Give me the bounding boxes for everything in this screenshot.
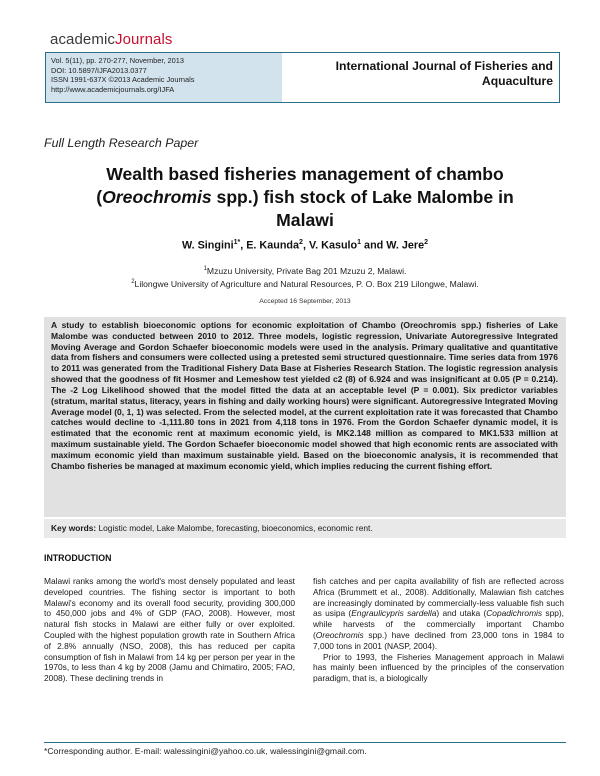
author-name: V. Kasulo	[308, 239, 358, 252]
keywords-label: Key words:	[51, 523, 97, 533]
author-name: W. Singini	[182, 239, 234, 252]
author-name: W. Jere	[386, 239, 425, 252]
issn-line: ISSN 1991-637X ©2013 Academic Journals	[51, 75, 195, 85]
paper-title: Wealth based fisheries management of chambo (Oreochromis spp.) fish stock of Lake Malombe in Malawi	[96, 164, 514, 230]
author-name: E. Kaunda	[246, 239, 300, 252]
body-column-left	[44, 576, 295, 684]
journal-name: International Journal of Fisheries and Aquaculture	[282, 53, 559, 102]
journal-logo: academicJournals	[50, 31, 173, 48]
section-heading-introduction: INTRODUCTION	[44, 553, 112, 563]
corresponding-author-footnote: *Corresponding author. E-mail: walessingini@yahoo.co.uk, walessingini@gmail.com.	[44, 742, 566, 756]
journal-meta	[46, 53, 282, 102]
paragraph: Malawi ranks among the world's most densely populated and least developed countries. The fishing sector is important to both Malawi's economy and its overall food security, providing 300,000 to 450,000 jobs and 4% of GDP (FAO, 2008). However, most natural fish stocks in Malawi are either fully or over exploited. Coupled with the highest population growth rate in Southern Africa of 2.8% annually (NSO, 2008), this has reduced per capita consumption of fish in Malawi from 14 kg per person per year in the 1970s, to less than 4 kg by 2008 (Jamu and Chimatiro, 2005; FAO, 2008). These declining trends in	[44, 576, 295, 684]
affiliation-2: $^2$Lilongwe University of Agriculture and Natural Resources, P. O. Box 219 Lilongwe, Malawi.	[131, 279, 479, 289]
volume-line: Vol. 5(11), pp. 270-277, November, 2013	[51, 56, 184, 65]
accepted-date: Accepted 16 September, 2013	[259, 298, 351, 305]
abstract-box: A study to establish bioeconomic options for economic exploitation of Chambo (Oreochromis spp.) fisheries of Lake Malombe was conducted between 2010 to 2012. Three models, logistic regression, Univariate Autoregressive Integrated Moving Average and Gordon Schaefer bioeconomic models were used in the analysis. Primary qualitative and quantitative data from fishers and consumers were collected using a pretested semi structured questionnaire. Time series data from 1976 to 2011 was generated from the Traditional Fishery Data Base at Fisheries Research Station. The logistic regression analysis showed that the goodness of fit Hosmer and Lemeshow test yielded c2 (8) of 6.924 and was insignificant at 0.05 (P = 0.214). The -2 Log Likelihood showed that the model fitted the data at an acceptable level (P = 0.001). Six predictor variables (stratum, marital status, literacy, years in fishing and daily working hours) were significant. Autoregressive Integrated Moving Average model (0, 1, 1) was selected. From the selected model, at the current exploitation rate it was forecasted that Chambo catches would decline to -1,111.80 tons in 2021 from 4,118 tons in 1976. From the Gordon Schaefer dynamic model, it is estimated that the economic rent at maximum economic yield, is MK2.148 million as compared to MK1.533 million at maximum sustainable yield. The Gordon Schaefer bioeconomic model showed that high economic rents are associated with maximum economic yield than maximum sustainable yield. Based on the bioeconomic analysis, it is recommended that Chambo fisheries be managed at maximum economic yield, which implies reducing the current fishing effort.	[44, 317, 566, 517]
paper-type: Full Length Research Paper	[44, 136, 199, 150]
paragraph: Prior to 1993, the Fisheries Management approach in Malawi has mainly been influenced by the principles of the conservation paradigm, that is, a biologically	[313, 651, 564, 684]
doi-line: DOI: 10.5897/IJFA2013.0377	[51, 65, 147, 75]
journal-header-box	[45, 52, 560, 103]
paragraph: fish catches and per capita availability of fish are reflected across Africa (Brummett et al., 2008). Additionally, Malawian fish catches are increasingly dominated by commercially-less valuable fish such as usipa (Engraulicypris sardella) and utaka (Copadichromis spp), while harvests of the commercially important Chambo (Oreochromis spp.) have declined from 23,000 tons in 1984 to 7,000 tons in 2001 (NASP, 2004).	[313, 576, 564, 651]
body-column-right	[313, 576, 564, 684]
keywords-box	[44, 519, 566, 538]
keywords-text: Logistic model, Lake Malombe, forecasting, bioeconomics, economic rent.	[96, 523, 373, 533]
affiliation-1: $^1$Mzuzu University, Private Bag 201 Mzuzu 2, Malawi.	[203, 266, 407, 276]
journal-url[interactable]: http://www.academicjournals.org/IJFA	[51, 84, 175, 94]
author-list: W. Singini$^{1*}$, E. Kaunda$^2$, V. Kasulo$^1$ and W. Jere$^2$	[182, 239, 428, 252]
